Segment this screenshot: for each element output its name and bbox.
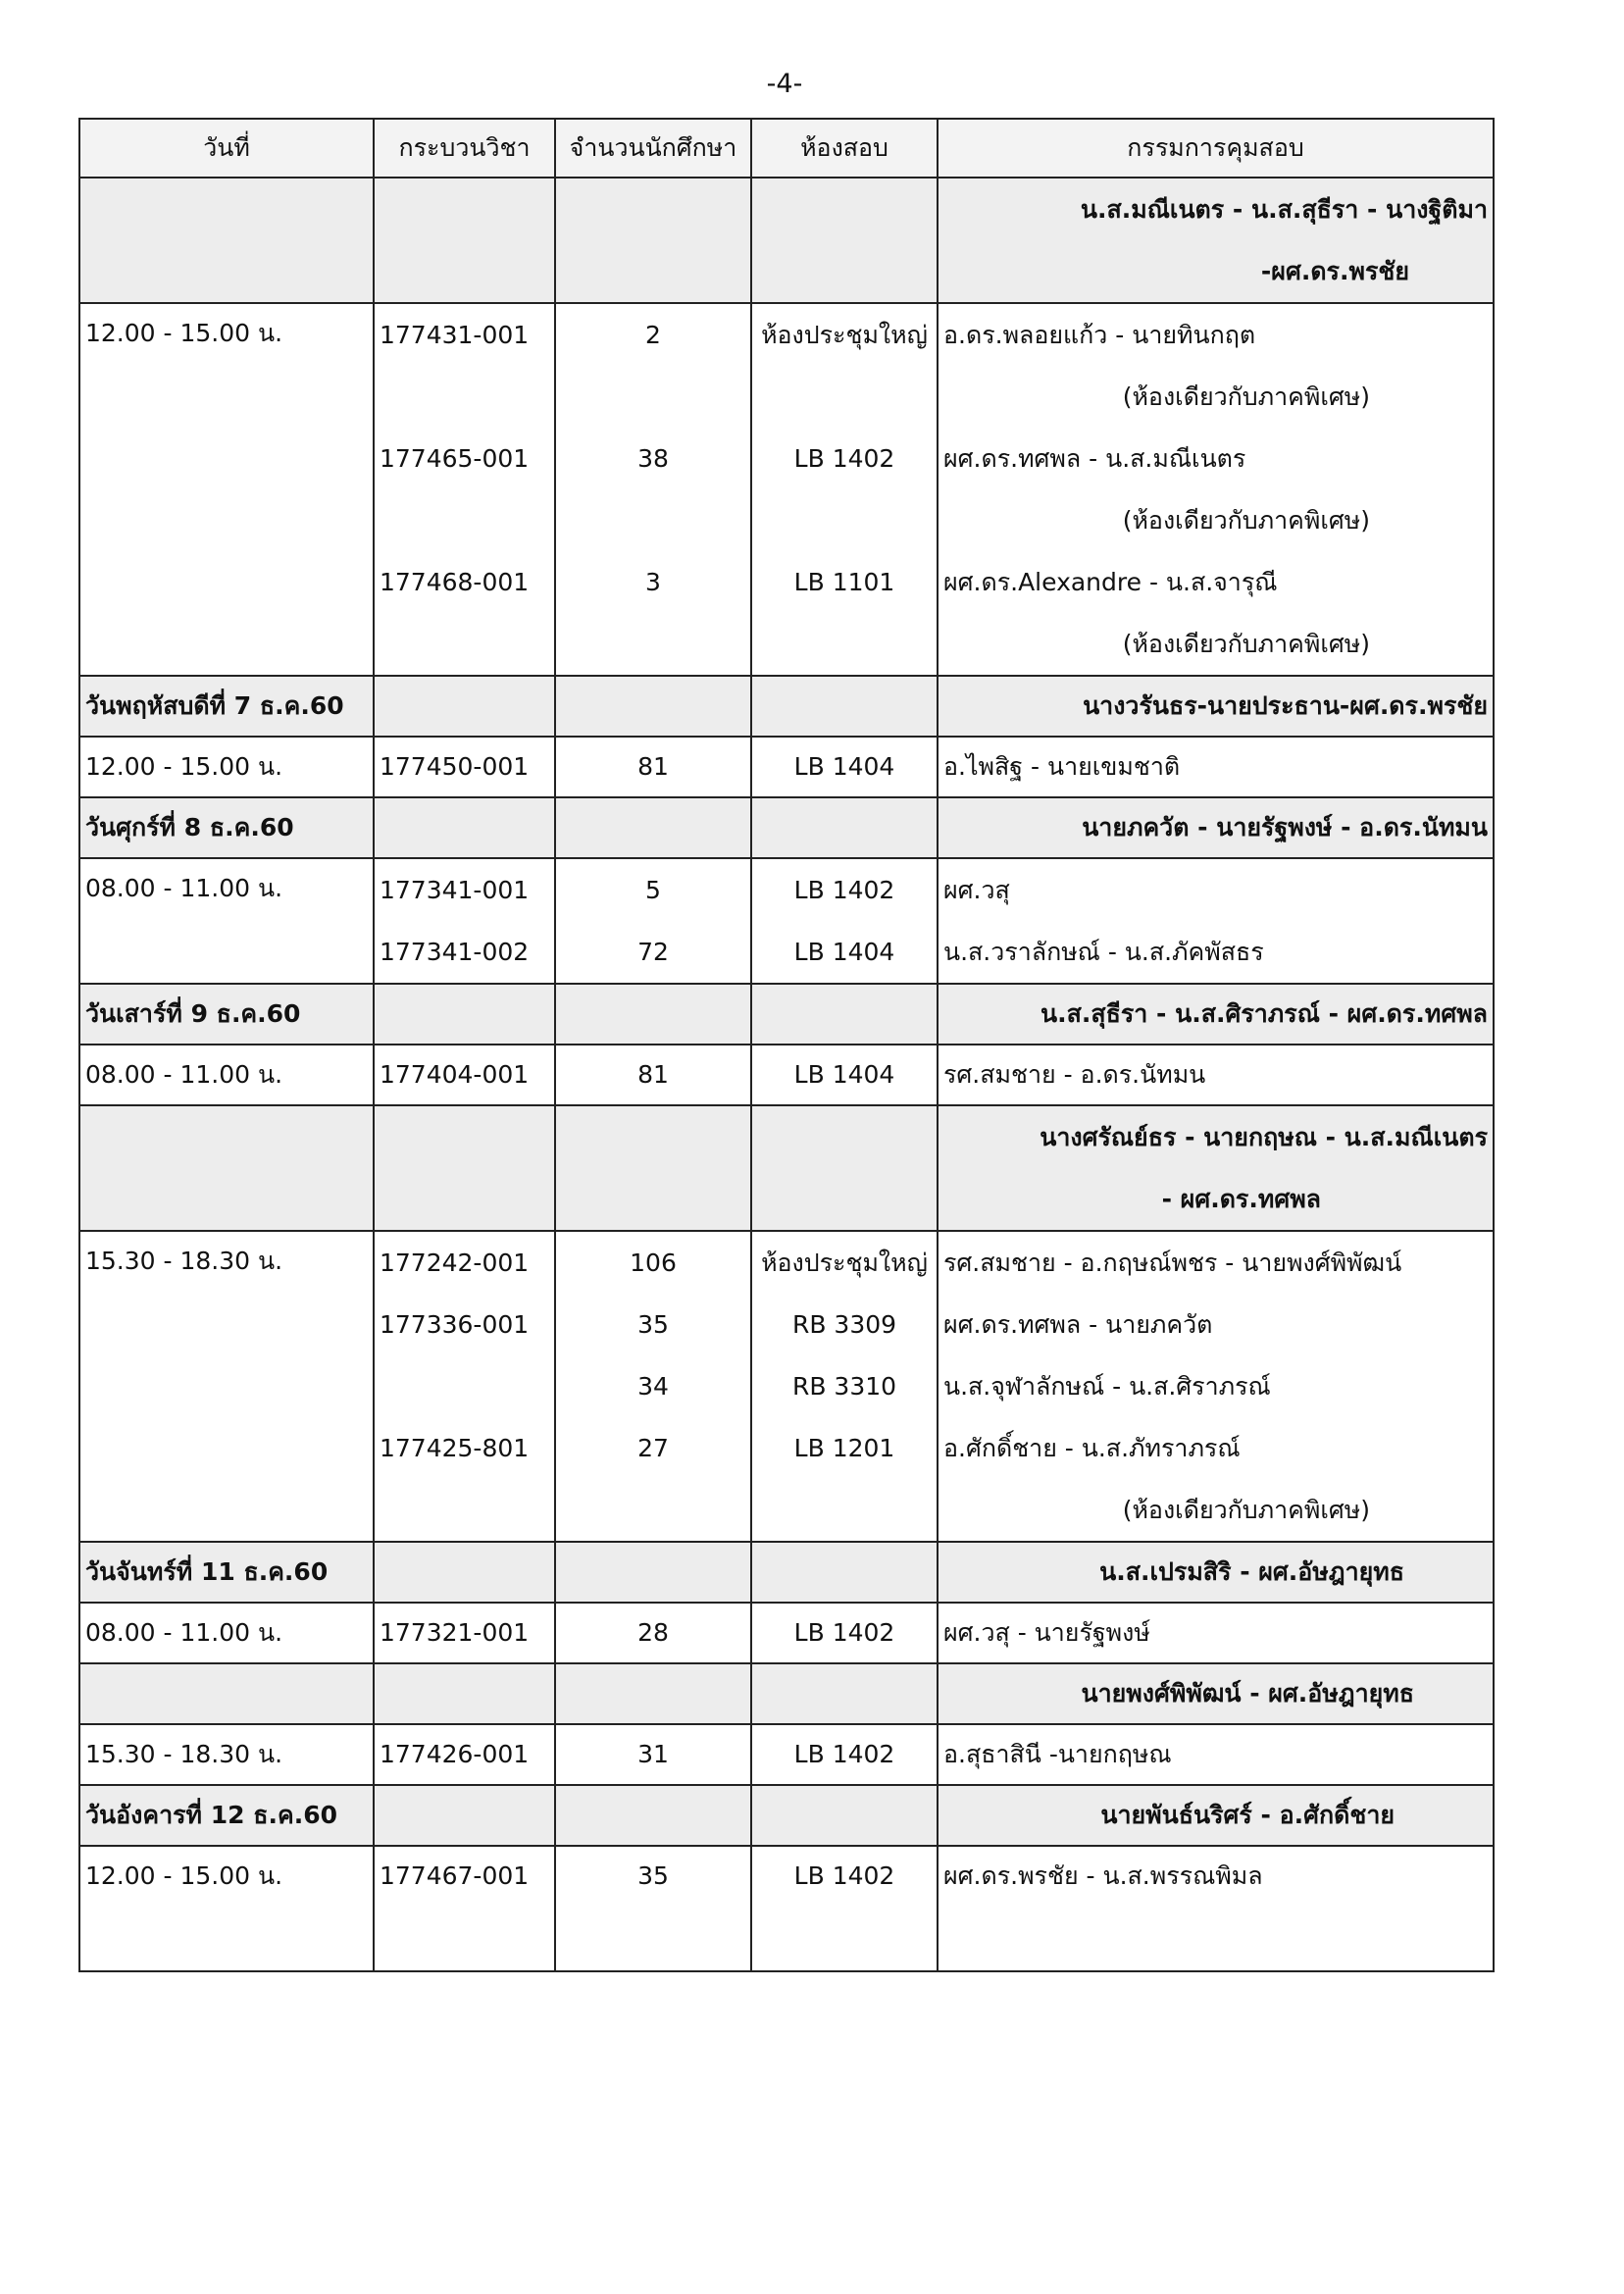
student-count: 2 [645, 321, 661, 349]
time-cell: 12.00 - 15.00 น. [79, 1846, 374, 1971]
room-cell: LB 1404 [751, 737, 938, 797]
time-cell: 12.00 - 15.00 น. [79, 737, 374, 797]
time-cell: 08.00 - 11.00 น. [79, 1603, 374, 1663]
table-row [79, 303, 1494, 676]
table-row [79, 1231, 1494, 1542]
course-code: 177468-001 [380, 568, 530, 596]
time-cell: 12.00 - 15.00 น. [79, 303, 374, 676]
proctors-cell: น.ส.สุธีรา - น.ส.ศิราภรณ์ - ผศ.ดร.ทศพล [938, 984, 1494, 1045]
proctor-line: น.ส.วราลักษณ์ - น.ส.ภัคพัสธร [943, 938, 1264, 966]
table-row [79, 1785, 1494, 1846]
course-cell: 177426-001 [374, 1724, 555, 1785]
header-date: วันที่ [79, 119, 374, 178]
proctors-cell [938, 858, 1494, 984]
proctor-line: อ.ดร.พลอยแก้ว - นายทินกฤต [943, 321, 1256, 349]
proctors-cell: รศ.สมชาย - อ.ดร.นัทมน [938, 1045, 1494, 1105]
page-number: -4- [766, 69, 803, 99]
exam-room: LB 1404 [793, 938, 895, 966]
exam-schedule-table [78, 118, 1495, 1972]
students-cell [555, 178, 751, 303]
course-cell: 177450-001 [374, 737, 555, 797]
proctor-line: -ผศ.ดร.พรชัย [1260, 257, 1409, 285]
exam-room: LB 1101 [793, 568, 895, 596]
room-cell: LB 1402 [751, 1724, 938, 1785]
proctor-line: น.ส.จุฬาลักษณ์ - น.ส.ศิราภรณ์ [943, 1372, 1271, 1401]
students-cell [555, 1231, 751, 1542]
table-row [79, 984, 1494, 1045]
exam-room: ห้องประชุมใหญ่ [761, 321, 928, 349]
table-row [79, 1542, 1494, 1603]
same-room-note: (ห้องเดียวกับภาคพิเศษ) [1122, 506, 1370, 535]
exam-room: LB 1201 [793, 1434, 895, 1462]
proctor-line: รศ.สมชาย - อ.กฤษณ์พชร - นายพงศ์พิพัฒน์ [943, 1249, 1402, 1277]
students-cell: 31 [555, 1724, 751, 1785]
proctors-cell [938, 178, 1494, 303]
course-code: 177341-001 [380, 876, 530, 904]
room-cell [751, 303, 938, 676]
room-cell [751, 1231, 938, 1542]
proctors-cell [938, 303, 1494, 676]
proctors-cell: นายภควัต - นายรัฐพงษ์ - อ.ดร.นัทมน [938, 797, 1494, 858]
students-cell [555, 858, 751, 984]
exam-room: LB 1402 [793, 876, 895, 904]
table-row [79, 1724, 1494, 1785]
table-row [79, 1105, 1494, 1231]
table-row [79, 1663, 1494, 1724]
course-cell [374, 858, 555, 984]
room-cell [751, 178, 938, 303]
proctors-cell: นางวรันธร-นายประธาน-ผศ.ดร.พรชัย [938, 676, 1494, 737]
student-count: 34 [637, 1372, 669, 1401]
date-cell: วันจันทร์ที่ 11 ธ.ค.60 [79, 1542, 374, 1603]
header-proctors: กรรมการคุมสอบ [938, 119, 1494, 178]
room-cell [751, 858, 938, 984]
same-room-note: (ห้องเดียวกับภาคพิเศษ) [1122, 1496, 1370, 1524]
proctors-cell: นายพันธ์นริศร์ - อ.ศักดิ์ชาย [938, 1785, 1494, 1846]
course-cell [374, 303, 555, 676]
table-row [79, 797, 1494, 858]
students-cell: 81 [555, 1045, 751, 1105]
date-cell [79, 178, 374, 303]
student-count: 72 [637, 938, 669, 966]
header-course: กระบวนวิชา [374, 119, 555, 178]
table-row [79, 178, 1494, 303]
time-cell: 15.30 - 18.30 น. [79, 1231, 374, 1542]
room-cell: LB 1402 [751, 1846, 938, 1971]
header-students: จำนวนนักศึกษา [555, 119, 751, 178]
course-cell: 177321-001 [374, 1603, 555, 1663]
proctor-line: ผศ.ดร.ทศพล - น.ส.มณีเนตร [943, 444, 1246, 473]
students-cell [555, 303, 751, 676]
proctors-cell: อ.ไพสิฐ - นายเขมชาติ [938, 737, 1494, 797]
course-code: 177465-001 [380, 444, 530, 473]
date-cell: วันศุกร์ที่ 8 ธ.ค.60 [79, 797, 374, 858]
course-cell: 177467-001 [374, 1846, 555, 1971]
table-row [79, 858, 1494, 984]
proctor-line: ผศ.วสุ [943, 876, 1010, 904]
student-count: 38 [637, 444, 669, 473]
course-code: 177242-001 [380, 1249, 530, 1277]
same-room-note: (ห้องเดียวกับภาคพิเศษ) [1122, 382, 1370, 411]
proctor-line: น.ส.มณีเนตร - น.ส.สุธีรา - นางฐิติมา [1080, 195, 1488, 224]
time-cell: 15.30 - 18.30 น. [79, 1724, 374, 1785]
course-cell [374, 1231, 555, 1542]
proctors-cell: ผศ.วสุ - นายรัฐพงษ์ [938, 1603, 1494, 1663]
course-code: 177431-001 [380, 321, 530, 349]
course-cell: 177404-001 [374, 1045, 555, 1105]
proctor-line: อ.ศักดิ์ชาย - น.ส.ภัทราภรณ์ [943, 1434, 1241, 1462]
proctors-cell: นายพงศ์พิพัฒน์ - ผศ.อัษฎายุทธ [938, 1663, 1494, 1724]
exam-room: ห้องประชุมใหญ่ [761, 1249, 928, 1277]
time-cell: 08.00 - 11.00 น. [79, 858, 374, 984]
date-cell: วันพฤหัสบดีที่ 7 ธ.ค.60 [79, 676, 374, 737]
student-count: 35 [637, 1310, 669, 1339]
table-row [79, 1603, 1494, 1663]
student-count: 106 [630, 1249, 677, 1277]
proctors-cell: อ.สุธาสินี -นายกฤษณ [938, 1724, 1494, 1785]
proctor-line: - ผศ.ดร.ทศพล [1161, 1185, 1321, 1213]
student-count: 27 [637, 1434, 669, 1462]
table-row [79, 676, 1494, 737]
proctors-cell: น.ส.เปรมสิริ - ผศ.อัษฎายุทธ [938, 1542, 1494, 1603]
proctor-line: ผศ.ดร.ทศพล - นายภควัต [943, 1310, 1213, 1339]
date-cell: วันอังคารที่ 12 ธ.ค.60 [79, 1785, 374, 1846]
header-room: ห้องสอบ [751, 119, 938, 178]
students-cell: 81 [555, 737, 751, 797]
exam-room: LB 1402 [793, 444, 895, 473]
students-cell: 28 [555, 1603, 751, 1663]
proctors-cell [938, 1105, 1494, 1231]
student-count: 3 [645, 568, 661, 596]
proctors-cell [938, 1231, 1494, 1542]
proctors-cell: ผศ.ดร.พรชัย - น.ส.พรรณพิมล [938, 1846, 1494, 1971]
room-cell: LB 1404 [751, 1045, 938, 1105]
same-room-note: (ห้องเดียวกับภาคพิเศษ) [1122, 630, 1370, 658]
proctor-line: นางศรัณย์ธร - นายกฤษณ - น.ส.มณีเนตร [1040, 1123, 1488, 1151]
exam-room: RB 3310 [791, 1372, 897, 1401]
course-code: 177341-002 [380, 938, 530, 966]
student-count: 5 [645, 876, 661, 904]
exam-room: RB 3309 [791, 1310, 897, 1339]
table-row [79, 1045, 1494, 1105]
date-cell: วันเสาร์ที่ 9 ธ.ค.60 [79, 984, 374, 1045]
table-row [79, 737, 1494, 797]
table-row [79, 1846, 1494, 1971]
proctor-line: ผศ.ดร.Alexandre - น.ส.จารุณี [943, 568, 1278, 596]
course-code: 177425-801 [380, 1434, 530, 1462]
course-cell [374, 178, 555, 303]
students-cell: 35 [555, 1846, 751, 1971]
time-cell: 08.00 - 11.00 น. [79, 1045, 374, 1105]
header-row [79, 119, 1494, 178]
course-code: 177336-001 [380, 1310, 530, 1339]
room-cell: LB 1402 [751, 1603, 938, 1663]
